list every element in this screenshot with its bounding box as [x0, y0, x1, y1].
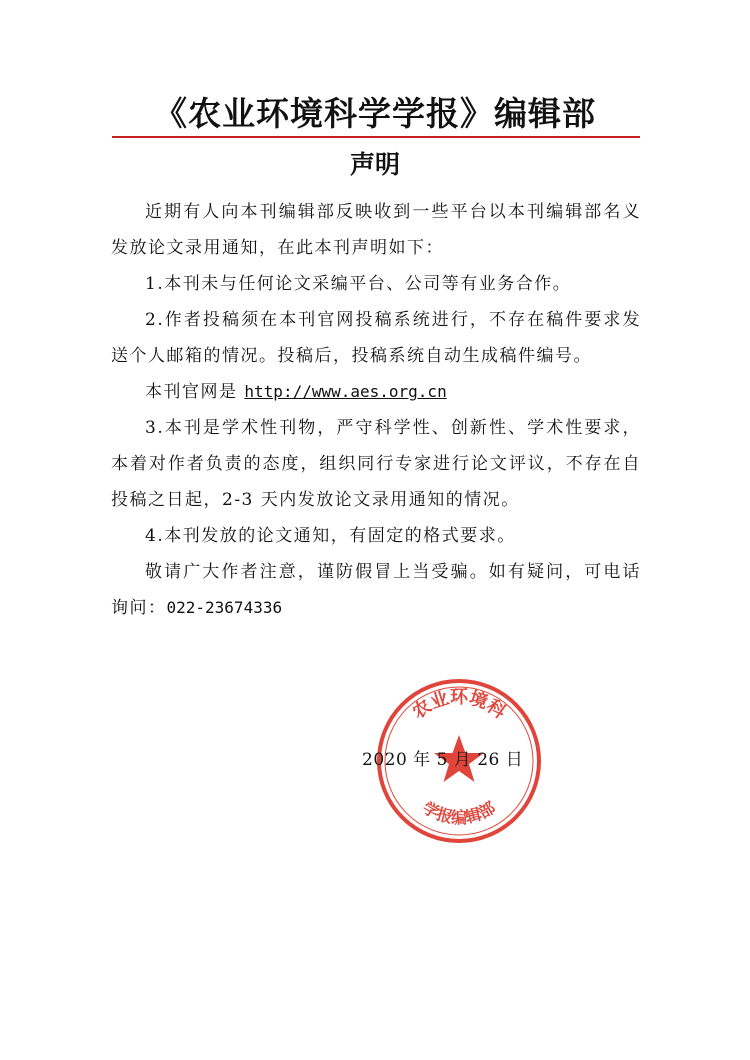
- closing-paragraph: [111, 554, 641, 626]
- closing-text: 敬请广大作者注意，谨防假冒上当受骗。如有疑问，可电话询问：: [111, 562, 641, 618]
- signature-date: 2020 年 5 月 26 日: [362, 750, 524, 770]
- item-3-paragraph: 3.本刊是学术性刊物，严守科学性、创新性、学术性要求，本着对作者负责的态度，组织同行专家进行论文评议，不存在自投稿之日起，2-3 天内发放论文录用通知的情况。: [111, 418, 641, 510]
- website-paragraph: [111, 374, 641, 410]
- item-1-paragraph: 1.本刊未与任何论文采编平台、公司等有业务合作。: [145, 274, 572, 294]
- header-red-rule: [112, 136, 640, 138]
- website-link[interactable]: http://www.aes.org.cn: [244, 382, 447, 401]
- org-header-title: 《农业环境科学学报》编辑部: [154, 94, 596, 133]
- item-2-paragraph: 2.作者投稿须在本刊官网投稿系统进行，不存在稿件要求发送个人邮箱的情况。投稿后，投稿系统自动生成稿件编号。: [111, 310, 641, 366]
- notice-body: [111, 194, 641, 626]
- notice-title: 声明: [349, 150, 400, 179]
- seal-text-bottom: 学报编辑部: [419, 797, 499, 827]
- item-4-paragraph: 4.本刊发放的论文通知，有固定的格式要求。: [145, 526, 516, 546]
- website-prefix: 本刊官网是: [145, 382, 245, 402]
- intro-paragraph: 近期有人向本刊编辑部反映收到一些平台以本刊编辑部名义发放论文录用通知，在此本刊声明如下：: [111, 202, 641, 258]
- phone-number: 022-23674336: [166, 598, 283, 617]
- seal-text-top: 农业环境科: [408, 687, 510, 724]
